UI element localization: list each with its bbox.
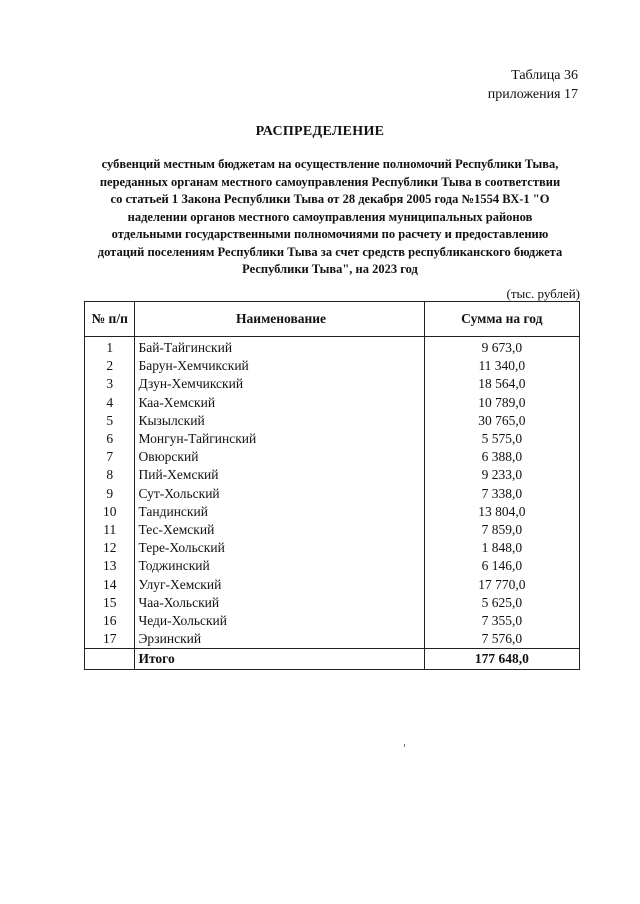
row-sum: 1 848,0 bbox=[424, 539, 579, 557]
subtitle-line: субвенций местным бюджетам на осуществление полномочий Республики Тыва, bbox=[101, 157, 559, 171]
table-row bbox=[85, 557, 580, 575]
table-row bbox=[85, 375, 580, 393]
row-sum: 5 625,0 bbox=[424, 594, 579, 612]
row-sum: 7 576,0 bbox=[424, 630, 579, 649]
units-note: (тыс. рублей) bbox=[506, 286, 580, 301]
row-number: 13 bbox=[85, 557, 135, 575]
table-row bbox=[85, 575, 580, 593]
row-number: 7 bbox=[85, 448, 135, 466]
table-label: Таблица 36 bbox=[511, 68, 578, 83]
table-row bbox=[85, 337, 580, 358]
total-row bbox=[85, 649, 580, 670]
row-number: 9 bbox=[85, 485, 135, 503]
row-sum: 7 859,0 bbox=[424, 521, 579, 539]
row-number: 3 bbox=[85, 375, 135, 393]
row-sum: 30 765,0 bbox=[424, 412, 579, 430]
appendix-reference bbox=[488, 66, 578, 104]
total-sum: 177 648,0 bbox=[424, 649, 579, 670]
subtitle-line: со статьей 1 Закона Республики Тыва от 28 декабря 2005 года №1554 ВХ-1 "О bbox=[110, 192, 550, 206]
table-body bbox=[85, 337, 580, 670]
row-name: Овюрский bbox=[135, 448, 424, 466]
row-sum: 5 575,0 bbox=[424, 430, 579, 448]
row-sum: 6 388,0 bbox=[424, 448, 579, 466]
row-number: 2 bbox=[85, 357, 135, 375]
row-name: Тере-Хольский bbox=[135, 539, 424, 557]
header-name: Наименование bbox=[135, 302, 424, 337]
row-name: Сут-Хольский bbox=[135, 485, 424, 503]
row-name: Чеди-Хольский bbox=[135, 612, 424, 630]
subtitle-line: переданных органам местного самоуправления Республики Тыва в соответствии bbox=[99, 174, 561, 189]
row-number: 11 bbox=[85, 521, 135, 539]
table-row bbox=[85, 412, 580, 430]
row-sum: 9 673,0 bbox=[424, 337, 579, 358]
table-row bbox=[85, 503, 580, 521]
distribution-table bbox=[84, 301, 580, 670]
row-number: 14 bbox=[85, 575, 135, 593]
row-name: Бай-Тайгинский bbox=[135, 337, 424, 358]
row-name: Дзун-Хемчикский bbox=[135, 375, 424, 393]
row-name: Монгун-Тайгинский bbox=[135, 430, 424, 448]
row-sum: 11 340,0 bbox=[424, 357, 579, 375]
row-number: 17 bbox=[85, 630, 135, 649]
table-row bbox=[85, 521, 580, 539]
row-name: Эрзинский bbox=[135, 630, 424, 649]
scan-speck bbox=[404, 744, 405, 747]
row-number: 16 bbox=[85, 612, 135, 630]
subtitle-line: наделении органов местного самоуправления муниципальных районов bbox=[127, 209, 533, 224]
row-name: Пий-Хемский bbox=[135, 466, 424, 484]
document-subtitle bbox=[80, 156, 580, 279]
row-sum: 7 338,0 bbox=[424, 485, 579, 503]
table-row bbox=[85, 394, 580, 412]
row-name: Барун-Хемчикский bbox=[135, 357, 424, 375]
row-number: 8 bbox=[85, 466, 135, 484]
row-name: Чаа-Хольский bbox=[135, 594, 424, 612]
table-row bbox=[85, 539, 580, 557]
row-sum: 7 355,0 bbox=[424, 612, 579, 630]
total-label: Итого bbox=[135, 649, 424, 670]
appendix-label: приложения 17 bbox=[487, 87, 578, 102]
row-name: Тоджинский bbox=[135, 557, 424, 575]
row-name: Каа-Хемский bbox=[135, 394, 424, 412]
row-sum: 9 233,0 bbox=[424, 466, 579, 484]
header-sum: Сумма на год bbox=[424, 302, 579, 337]
row-number: 1 bbox=[85, 337, 135, 358]
row-name: Кызылский bbox=[135, 412, 424, 430]
row-sum: 18 564,0 bbox=[424, 375, 579, 393]
row-number: 5 bbox=[85, 412, 135, 430]
table-row bbox=[85, 430, 580, 448]
row-name: Улуг-Хемский bbox=[135, 575, 424, 593]
table-row bbox=[85, 594, 580, 612]
row-sum: 17 770,0 bbox=[424, 575, 579, 593]
row-name: Тандинский bbox=[135, 503, 424, 521]
row-sum: 6 146,0 bbox=[424, 557, 579, 575]
subtitle-line: отдельными государственными полномочиями по расчету и предоставлению bbox=[111, 227, 549, 241]
table-row bbox=[85, 612, 580, 630]
subtitle-line: дотаций поселениям Республики Тыва за счет средств республиканского бюджета bbox=[97, 244, 563, 259]
row-name: Тес-Хемский bbox=[135, 521, 424, 539]
row-number: 15 bbox=[85, 594, 135, 612]
row-sum: 13 804,0 bbox=[424, 503, 579, 521]
total-empty-cell bbox=[85, 649, 135, 670]
subtitle-line: Республики Тыва", на 2023 год bbox=[242, 262, 418, 276]
row-sum: 10 789,0 bbox=[424, 394, 579, 412]
row-number: 4 bbox=[85, 394, 135, 412]
table-header-row bbox=[85, 302, 580, 337]
row-number: 12 bbox=[85, 539, 135, 557]
header-num: № п/п bbox=[85, 302, 135, 337]
table-row bbox=[85, 357, 580, 375]
document-title: РАСПРЕДЕЛЕНИЕ bbox=[255, 124, 385, 139]
table-row bbox=[85, 466, 580, 484]
table-row bbox=[85, 485, 580, 503]
row-number: 10 bbox=[85, 503, 135, 521]
table-row bbox=[85, 630, 580, 649]
row-number: 6 bbox=[85, 430, 135, 448]
table-row bbox=[85, 448, 580, 466]
